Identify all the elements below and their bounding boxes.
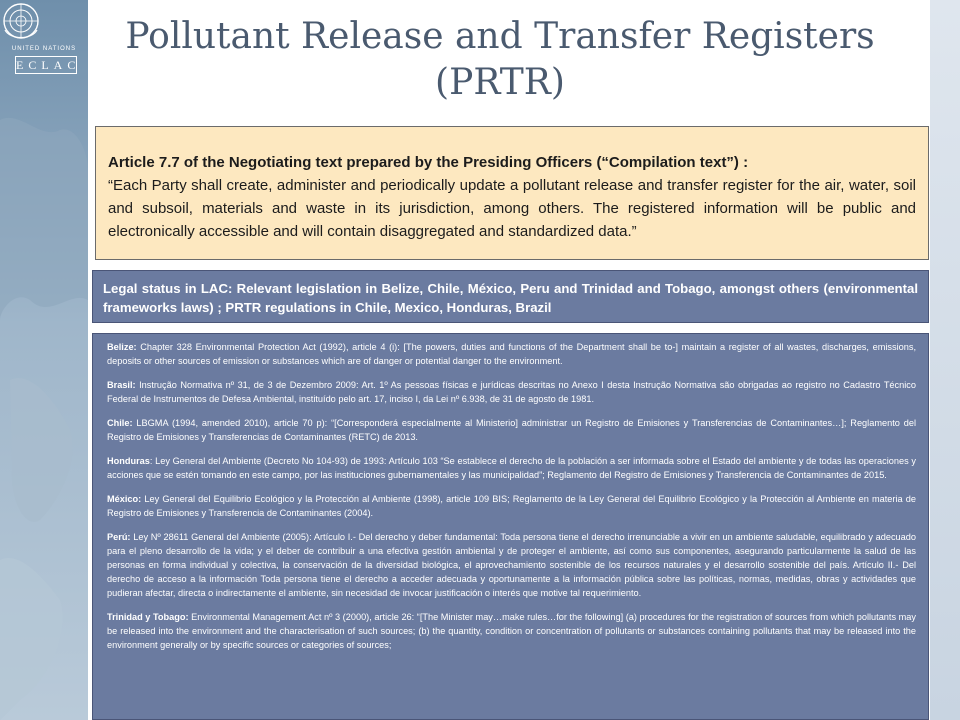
eclac-logo: ECLAC — [16, 58, 81, 72]
country-entry — [107, 416, 916, 444]
country-name: Chile: — [107, 418, 133, 428]
article-box — [95, 126, 929, 260]
country-name: Trinidad y Tobago: — [107, 612, 189, 622]
article-heading: Article 7.7 of the Negotiating text prepared by the Presiding Officers (“Compilation text”) : — [108, 154, 749, 171]
right-decorative-bar — [930, 0, 960, 720]
country-text: Ley Nº 28611 General del Ambiente (2005): Artículo I.- Del derecho y deber fundamental: Toda persona tiene el derecho irrenunciable a vivir en un ambiente saludable, equilibrado y adecuado para el pleno desarrollo de la vida; y el deber de contribuir a una efectiva gestión ambiental y de proteger el ambiente, así como sus componentes, asegurando particularmente la salud de las personas en forma individual y colectiva, la conservación de la diversidad biológica, el aprovechamiento sostenible de los recursos naturales y el desarrollo sostenible del país. Artículo II.- Del derecho de acceso a la información Toda persona tiene el derecho a acceder adecuada y oportunamente a la información pública sobre las políticas, normas, medidas, obras y actividades que pudieran afectar, directa o indirectamente el ambiente, sin necesidad de invocar justificación o interés que motive tal requerimiento. — [107, 532, 916, 598]
country-name: México: — [107, 494, 142, 504]
country-name: Perú: — [107, 532, 131, 542]
article-quote: “Each Party shall create, administer and periodically update a pollutant release and transfer register for the air, water, soil and subsoil, materials and waste in its jurisdiction, among others. The registered information will be public and electronically accessible and will contain disaggregated and standardized data.” — [108, 177, 916, 240]
country-name: Brasil: — [107, 380, 136, 390]
country-text: Chapter 328 Environmental Protection Act (1992), article 4 (i): [The powers, duties and functions of the Department shall be to-] maintain a register of all wastes, discharges, emissions, deposits or other sources of emission or substances which are of danger or potential danger to the environment. — [107, 342, 916, 366]
country-text: LBGMA (1994, amended 2010), article 70 p): “[Corresponderá especialmente al Ministerio] administrar un Registro de Emisiones y Transferencias de Contaminantes…]; Reglamento del Registro de Emisiones y Transferencias de Contaminantes (RETC) de 2013. — [107, 418, 916, 442]
legal-status-box — [92, 270, 929, 323]
country-entry — [107, 610, 916, 652]
title-line-1: Pollutant Release and Transfer Registers — [125, 16, 875, 57]
country-text: Ley General del Equilibrio Ecológico y la Protección al Ambiente (1998), article 109 BIS; Reglamento de la Ley General del Equilibrio Ecológico y la Protección al Ambiente en materia de Registro de Emisiones y Transferencia de Contaminantes (2004). — [107, 494, 916, 518]
country-text: Instrução Normativa nº 31, de 3 de Dezembro 2009: Art. 1º As pessoas físicas e jurídicas descritas no Anexo I desta Instrução Normativa são obrigadas ao registro no Cadastro Técnico Federal de Instrumentos de Defesa Ambiental, instituído pelo art. 17, inciso I, da Lei nº 6.938, de 31 de agosto de 1981. — [107, 380, 916, 404]
country-legislation-box — [92, 333, 929, 720]
country-entry — [107, 378, 916, 406]
page-title — [90, 14, 910, 106]
country-entry — [107, 454, 916, 482]
un-label: UNITED NATIONS — [11, 46, 77, 52]
legal-status-text: Legal status in LAC: Relevant legislation in Belize, Chile, México, Peru and Trinidad and Tobago, amongst others (environmental frameworks laws) ; PRTR regulations in Chile, Mexico, Honduras, Brazil — [103, 281, 918, 315]
country-entry — [107, 340, 916, 368]
united-nations-emblem-icon — [0, 0, 42, 42]
title-line-2: (PRTR) — [435, 62, 565, 103]
country-entry — [107, 492, 916, 520]
country-name: Belize: — [107, 342, 137, 352]
map-background — [0, 0, 88, 720]
country-text: Environmental Management Act nº 3 (2000), article 26: “[The Minister may…make rules…for the following] (a) procedures for the registration of sources from which pollutants may be released into the environment and the characterisation of such sources; (b) the quantity, condition or concentration of pollutants or substances containing pollutants that may be released into the environment generally or by specific sources or categories of sources; — [107, 612, 916, 650]
country-entry — [107, 530, 916, 600]
country-text: : Ley General del Ambiente (Decreto No 104-93) de 1993: Artículo 103 “Se establece el derecho de la población a ser informada sobre el Estado del ambiente y de todas las operaciones y acciones que se estén tomando en este campo, por las instituciones gubernamentales y las municipalidad”; Reglamento del Registro de Emisiones y Transferencia de Contaminantes de 2015. — [107, 456, 916, 480]
country-name: Honduras — [107, 456, 150, 466]
left-decorative-bar — [0, 0, 88, 720]
